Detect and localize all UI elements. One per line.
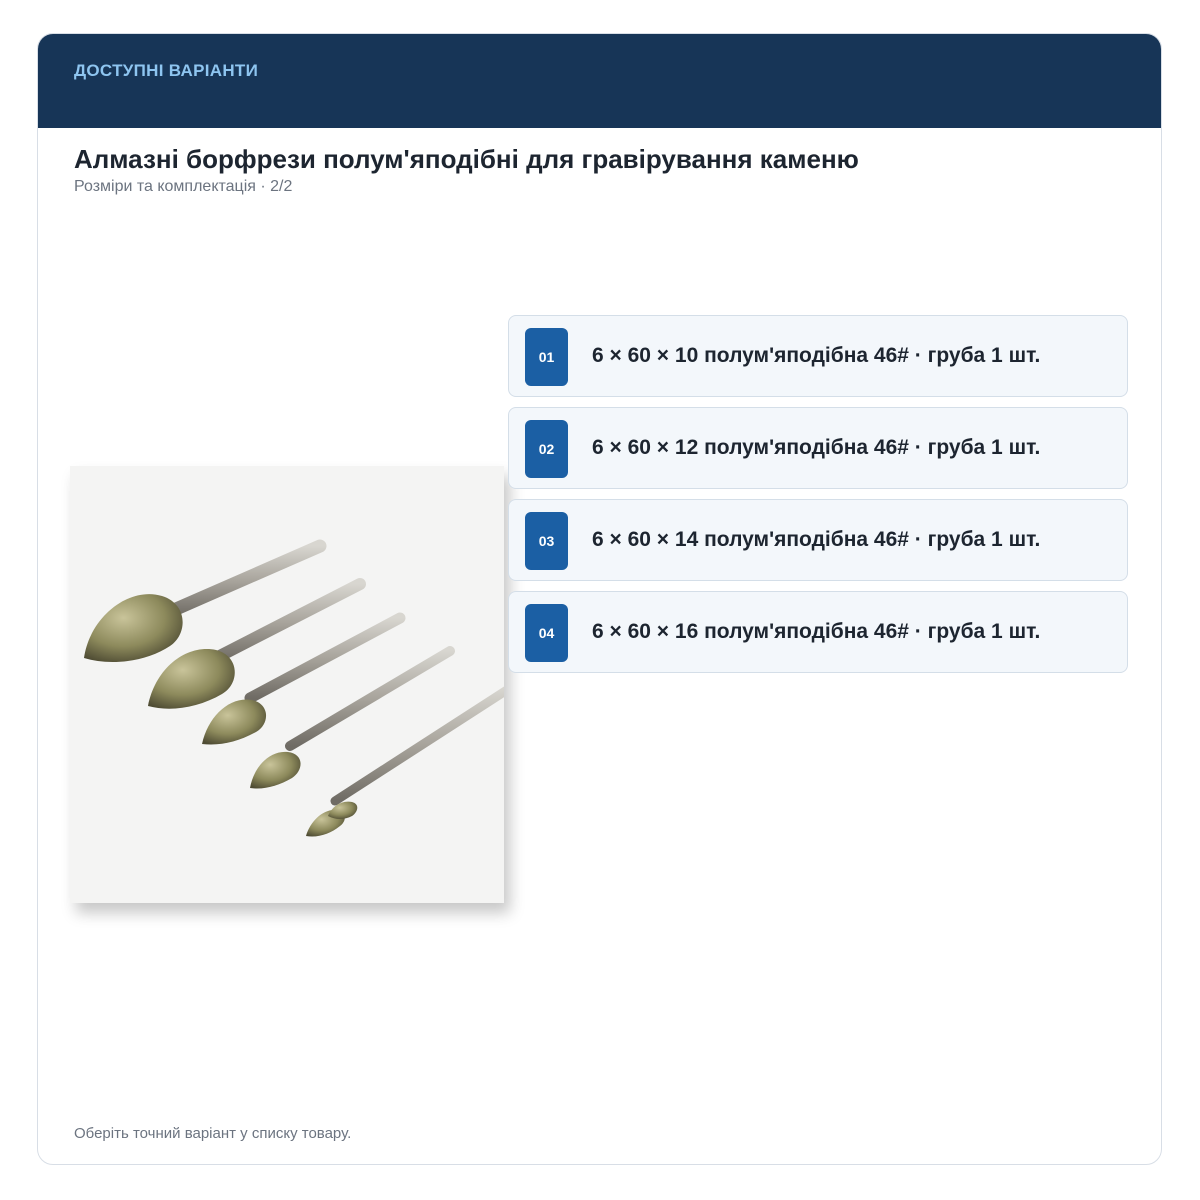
- variant-list: [508, 315, 1128, 683]
- product-title: Алмазні борфрези полум'яподібні для гравірування каменю: [74, 144, 859, 174]
- variant-number-badge: 04: [525, 604, 568, 662]
- footer-note: Оберіть точний варіант у списку товару.: [74, 1125, 352, 1142]
- header-bar: [38, 34, 1161, 128]
- product-subtitle: Розміри та комплектація · 2/2: [74, 178, 293, 195]
- variant-number-badge: 01: [525, 328, 568, 386]
- variant-label: 6 × 60 × 10 полум'яподібна 46# · груба 1 шт.: [592, 344, 1041, 367]
- variant-row-01[interactable]: [508, 315, 1128, 397]
- product-card: [37, 33, 1162, 1165]
- variant-row-02[interactable]: [508, 407, 1128, 489]
- variant-label: 6 × 60 × 14 полум'яподібна 46# · груба 1 шт.: [592, 528, 1041, 551]
- variant-number-badge: 02: [525, 420, 568, 478]
- variant-row-04[interactable]: [508, 591, 1128, 673]
- variant-row-03[interactable]: [508, 499, 1128, 581]
- product-photo: [70, 466, 504, 903]
- variant-label: 6 × 60 × 12 полум'яподібна 46# · груба 1 шт.: [592, 436, 1041, 459]
- header-label: ДОСТУПНІ ВАРІАНТИ: [74, 61, 259, 80]
- variant-label: 6 × 60 × 16 полум'яподібна 46# · груба 1 шт.: [592, 620, 1041, 643]
- burrs-illustration: [70, 466, 504, 903]
- variant-number-badge: 03: [525, 512, 568, 570]
